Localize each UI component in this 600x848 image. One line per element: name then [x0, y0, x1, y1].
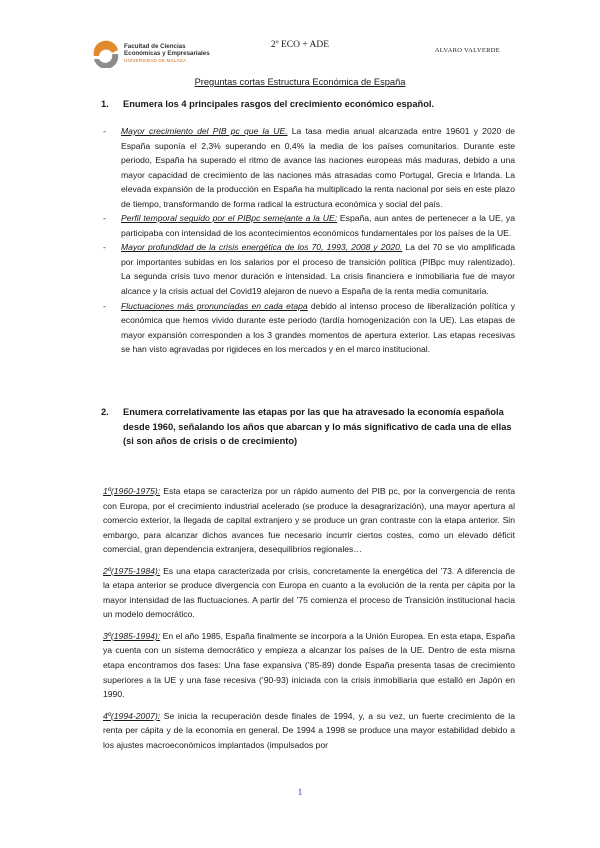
- bullet-dash: -: [103, 300, 106, 311]
- bullet-dash: -: [103, 242, 106, 253]
- logo-subtitle: UNIVERSIDAD DE MÁLAGA: [124, 58, 187, 63]
- list-item: [103, 240, 515, 298]
- bullet-heading: Mayor crecimiento del PIB pc que la UE.: [121, 126, 288, 136]
- bullet-text: La del 70 se vio amplificada por importantes subidas en los salarios por el proceso de transición política (PIBpc muy ralentizado). La segunda crisis tuvo menor duración e intensidad. La crisis financiera e inmobiliaria fue de mayor alcance y la crisis actual del Covid19 alejaron de nuevo a España de la renta media comunitaria.: [121, 242, 515, 297]
- document-title: Preguntas cortas Estructura Económica de España: [194, 77, 406, 87]
- list-item: [103, 124, 515, 211]
- stage-text: Es una etapa caracterizada por crisis, concretamente la energética del ’73. A diferencia de la etapa anterior se produce divergencia con Europa en cuanto a la evolución de la renta per cápita por la mayor intensidad de las fluctuaciones. A partir del ’75 comienza el proceso de Transición institucional hacia un modelo democrático.: [103, 565, 515, 620]
- logo-line-2: Económicas y Empresariales: [124, 50, 210, 57]
- logo-line-1: Facultad de Ciencias: [124, 43, 186, 50]
- question-1: [103, 97, 515, 112]
- bullet-text: España, aun antes de pertenecer a la UE, ya participaba con intensidad de los acontecimientos económicos fundamentales por los países de la UE.: [121, 213, 515, 238]
- stage-paragraph: [103, 484, 515, 557]
- question-number: 2.: [101, 407, 109, 417]
- question-text: Enumera los 4 principales rasgos del crecimiento económico español.: [123, 99, 435, 109]
- question-text: Enumera correlativamente las etapas por las que ha atravesado la economía española desde 1960, señalando los años que abarcan y lo más significativo de cada una de ellas (si son años de crisis o de crecimiento): [123, 407, 512, 447]
- stage-paragraph: [103, 709, 515, 753]
- list-item: [103, 211, 515, 240]
- bullet-dash: -: [103, 126, 106, 136]
- stage-heading: 2º(1975-1984):: [103, 565, 161, 576]
- stage-paragraph: [103, 564, 515, 622]
- bullet-text: debido al intenso proceso de liberalización política y económica que hemos vivido durante este periodo (tardía homogenización con la UE). Las etapas de mayor expansión corresponden a los 3 grandes momentos de apertura exterior. Las etapas recesivas se han visto agravadas por rigideces en los mercados y en el marco institucional.: [121, 300, 515, 355]
- bullet-heading: Fluctuaciones más pronunciadas en cada etapa: [121, 300, 308, 311]
- bullet-text: La tasa media anual alcanzada entre 19601 y 2020 de España suponía el 2,3% superando en 0,4% la media de los países comunitarios. Durante este periodo, España ha superado el ritmo de avance las naciones europeas más maduras, debido a una mayor capacidad de crecimiento de las naciones más atrasadas como Portugal, Grecia e Irlanda. La elevada expansión de la producción en España ha multiplicado la renta nacional por seis en este plazo de tiempo, transformando de forma radical la estructura económica y social del país.: [121, 126, 516, 209]
- stage-text: En el año 1985, España finalmente se incorpora a la Unión Europea. En esta etapa, España ya cuenta con un sistema democrático y empieza a alcanzar los países de la UE. Dentro de esta misma etapa encontramos dos fases: Una fase expansiva (’85-89) donde España presenta tasas de crecimiento superiores a la UE y una fase recesiva (’90-93) iniciada con la crisis inmobiliaria que estalló en Japón en 1990.: [103, 630, 515, 700]
- author-name: ALVARO VALVERDE: [434, 47, 500, 54]
- bullet-heading: Mayor profundidad de la crisis energética de los 70, 1993, 2008 y 2020.: [121, 242, 403, 253]
- stage-paragraph: [103, 629, 515, 702]
- answer-2-stages: [103, 484, 515, 759]
- question-2: [103, 405, 515, 449]
- answer-1-list: [103, 124, 515, 357]
- stage-text: Se inicia la recuperación desde finales de 1994, y, a su vez, un fuerte crecimiento de la renta per cápita y de la economía en general. De 1994 a 1998 se produce una mayor estabilidad debido a los ajustes macroeconómicos implantados (impulsados por: [103, 710, 515, 750]
- list-item: [103, 299, 515, 357]
- stage-heading: 4º(1994-2007):: [103, 710, 161, 721]
- stage-text: Esta etapa se caracteriza por un rápido aumento del PIB pc, por la convergencia de renta con Europa, por el crecimiento industrial acelerado (se produce la desagrarización), una mayor apertura al comercio exterior, la llegada de capital extranjero y se produce un gran contraste con la etapa anterior. Sin embargo, para alcanzar dichos avances fue necesario incurrir ciertos costes, como un elevado déficit comercial, gran dependencia extranjera, desequilibrios regionales…: [103, 486, 515, 555]
- stage-heading: 1º(1960-1975):: [103, 486, 161, 496]
- question-number: 1.: [101, 99, 109, 109]
- stage-heading: 3º(1985-1994):: [103, 630, 161, 641]
- bullet-dash: -: [103, 213, 106, 224]
- course-label: 2º ECO + ADE: [270, 40, 330, 50]
- bullet-heading: Perfil temporal seguido por el PIBpc semejante a la UE:: [121, 213, 338, 224]
- page-number: 1: [297, 788, 303, 798]
